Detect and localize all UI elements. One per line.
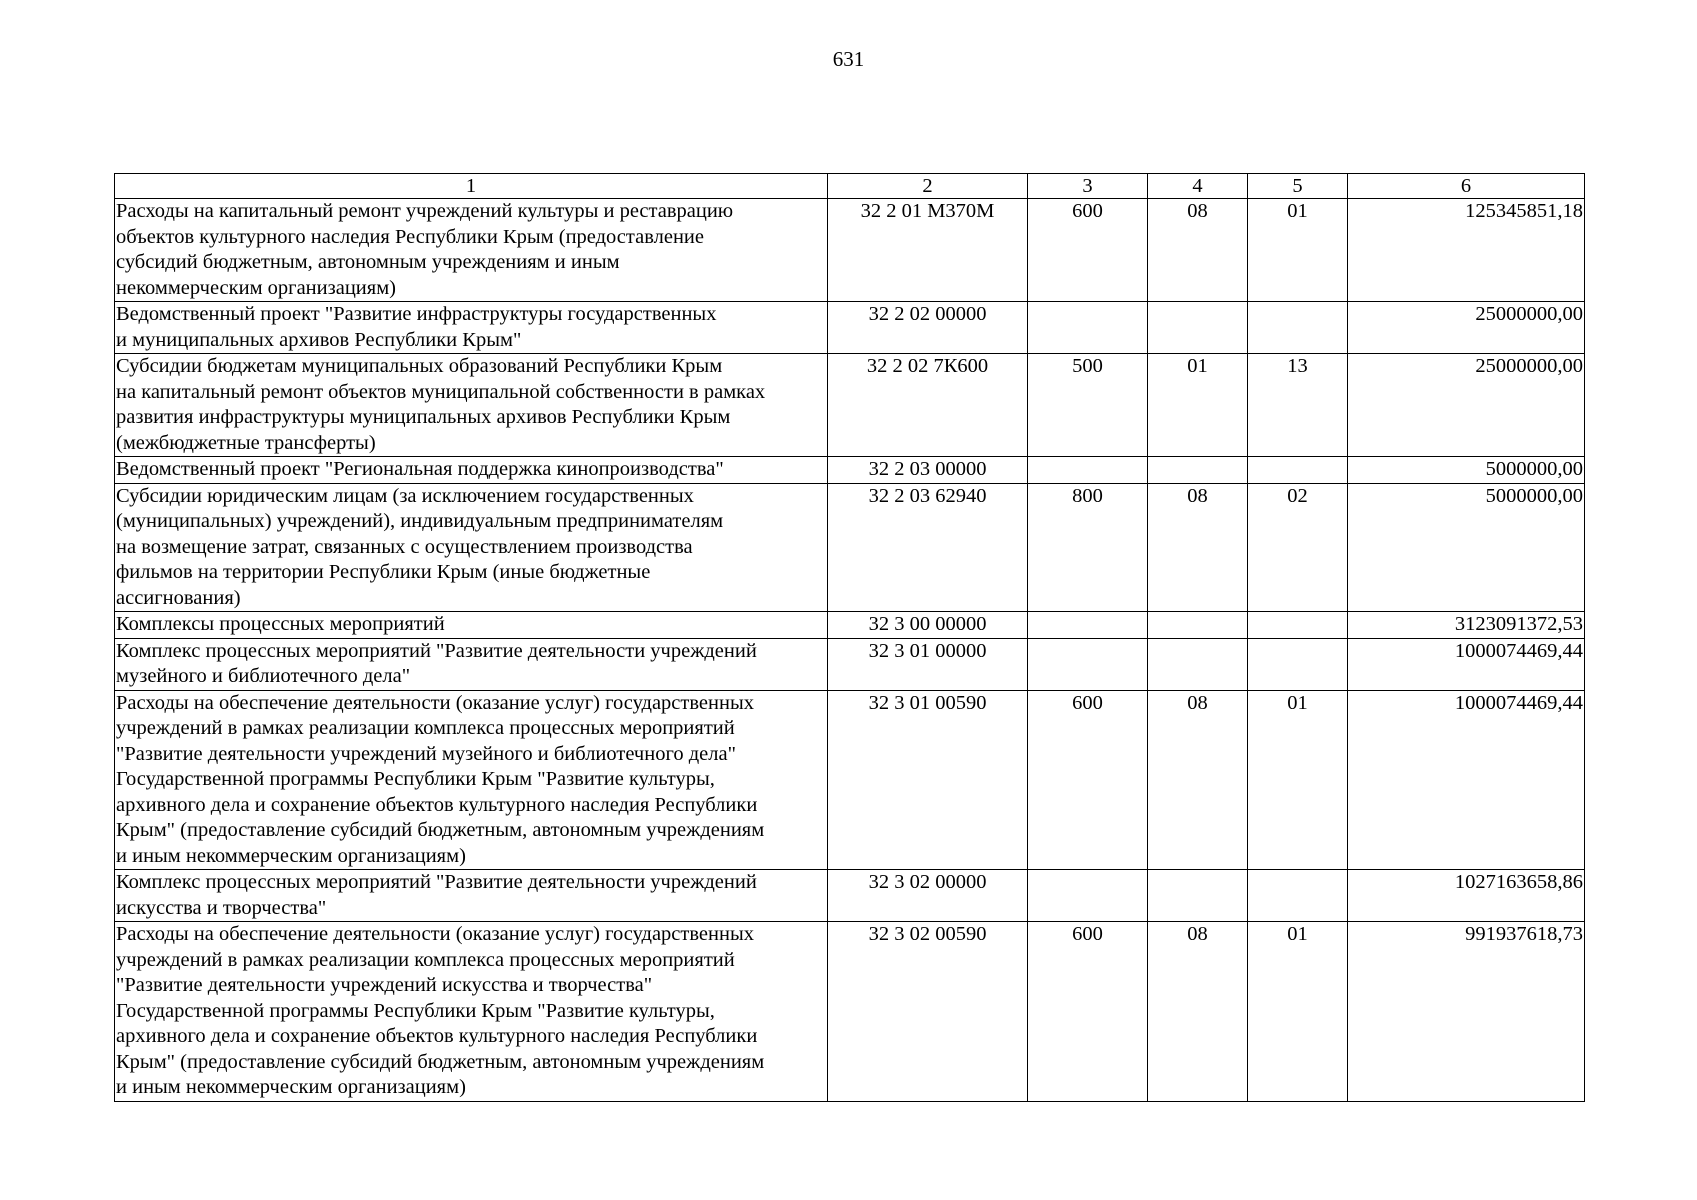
expense-type-code [1028, 457, 1148, 484]
table-row [115, 922, 1585, 1102]
expense-name: Субсидии юридическим лицам (за исключением государственных (муниципальных) учреждений), индивидуальным предпринимателям на возмещение затрат, связанных с осуществлением производства фильмов на территории Республики Крым (иные бюджетные ассигнования) [115, 483, 828, 612]
amount: 5000000,00 [1348, 483, 1585, 612]
column-header-3: 3 [1028, 174, 1148, 199]
section-code: 08 [1148, 690, 1248, 870]
amount: 3123091372,53 [1348, 612, 1585, 639]
expense-name: Комплексы процессных мероприятий [115, 612, 828, 639]
expense-type-code [1028, 638, 1148, 690]
subsection-code [1248, 612, 1348, 639]
target-article-code: 32 3 02 00590 [828, 922, 1028, 1102]
table-row [115, 457, 1585, 484]
subsection-code [1248, 457, 1348, 484]
table-row [115, 199, 1585, 302]
column-header-2: 2 [828, 174, 1028, 199]
target-article-code: 32 2 03 62940 [828, 483, 1028, 612]
section-code [1148, 870, 1248, 922]
expense-type-code [1028, 302, 1148, 354]
column-header-6: 6 [1348, 174, 1585, 199]
subsection-code: 01 [1248, 922, 1348, 1102]
target-article-code: 32 2 01 М370М [828, 199, 1028, 302]
column-header-4: 4 [1148, 174, 1248, 199]
expense-name: Комплекс процессных мероприятий "Развитие деятельности учреждений искусства и творчества" [115, 870, 828, 922]
expense-name: Ведомственный проект "Развитие инфраструктуры государственных и муниципальных архивов Республики Крым" [115, 302, 828, 354]
section-code [1148, 612, 1248, 639]
table-row [115, 638, 1585, 690]
expense-type-code: 600 [1028, 690, 1148, 870]
budget-table [114, 173, 1585, 1102]
target-article-code: 32 2 02 7К600 [828, 354, 1028, 457]
section-code: 08 [1148, 199, 1248, 302]
amount: 5000000,00 [1348, 457, 1585, 484]
subsection-code: 02 [1248, 483, 1348, 612]
table-row [115, 612, 1585, 639]
expense-type-code: 600 [1028, 199, 1148, 302]
expense-name: Субсидии бюджетам муниципальных образований Республики Крым на капитальный ремонт объектов муниципальной собственности в рамках развития инфраструктуры муниципальных архивов Республики Крым (межбюджетные трансферты) [115, 354, 828, 457]
target-article-code: 32 3 02 00000 [828, 870, 1028, 922]
expense-type-code [1028, 870, 1148, 922]
expense-type-code: 600 [1028, 922, 1148, 1102]
expense-name: Ведомственный проект "Региональная поддержка кинопроизводства" [115, 457, 828, 484]
column-number-row [115, 174, 1585, 199]
page-number: 631 [832, 47, 865, 71]
section-code: 01 [1148, 354, 1248, 457]
target-article-code: 32 3 01 00590 [828, 690, 1028, 870]
amount: 991937618,73 [1348, 922, 1585, 1102]
subsection-code [1248, 302, 1348, 354]
section-code: 08 [1148, 922, 1248, 1102]
amount: 25000000,00 [1348, 302, 1585, 354]
subsection-code: 13 [1248, 354, 1348, 457]
expense-type-code: 800 [1028, 483, 1148, 612]
table-row [115, 302, 1585, 354]
amount: 125345851,18 [1348, 199, 1585, 302]
subsection-code [1248, 638, 1348, 690]
target-article-code: 32 3 00 00000 [828, 612, 1028, 639]
expense-name: Расходы на обеспечение деятельности (оказание услуг) государственных учреждений в рамках реализации комплекса процессных мероприятий "Развитие деятельности учреждений искусства и творчества" Государственной программы Республики Крым "Развитие культуры, архивного дела и сохранение объектов культурного наследия Республики Крым" (предоставление субсидий бюджетным, автономным учреждениям и иным некоммерческим организациям) [115, 922, 828, 1102]
column-header-5: 5 [1248, 174, 1348, 199]
subsection-code: 01 [1248, 690, 1348, 870]
target-article-code: 32 2 02 00000 [828, 302, 1028, 354]
subsection-code: 01 [1248, 199, 1348, 302]
section-code [1148, 638, 1248, 690]
amount: 1027163658,86 [1348, 870, 1585, 922]
section-code [1148, 457, 1248, 484]
section-code: 08 [1148, 483, 1248, 612]
amount: 25000000,00 [1348, 354, 1585, 457]
target-article-code: 32 2 03 00000 [828, 457, 1028, 484]
amount: 1000074469,44 [1348, 638, 1585, 690]
expense-name: Расходы на капитальный ремонт учреждений культуры и реставрацию объектов культурного наследия Республики Крым (предоставление субсидий бюджетным, автономным учреждениям и иным некоммерческим организациям) [115, 199, 828, 302]
section-code [1148, 302, 1248, 354]
table-row [115, 690, 1585, 870]
expense-name: Расходы на обеспечение деятельности (оказание услуг) государственных учреждений в рамках реализации комплекса процессных мероприятий "Развитие деятельности учреждений музейного и библиотечного дела" Государственной программы Республики Крым "Развитие культуры, архивного дела и сохранение объектов культурного наследия Республики Крым" (предоставление субсидий бюджетным, автономным учреждениям и иным некоммерческим организациям) [115, 690, 828, 870]
column-header-1: 1 [115, 174, 828, 199]
subsection-code [1248, 870, 1348, 922]
expense-type-code: 500 [1028, 354, 1148, 457]
amount: 1000074469,44 [1348, 690, 1585, 870]
table-row [115, 483, 1585, 612]
expense-type-code [1028, 612, 1148, 639]
target-article-code: 32 3 01 00000 [828, 638, 1028, 690]
expense-name: Комплекс процессных мероприятий "Развитие деятельности учреждений музейного и библиотечного дела" [115, 638, 828, 690]
table-row [115, 354, 1585, 457]
table-row [115, 870, 1585, 922]
